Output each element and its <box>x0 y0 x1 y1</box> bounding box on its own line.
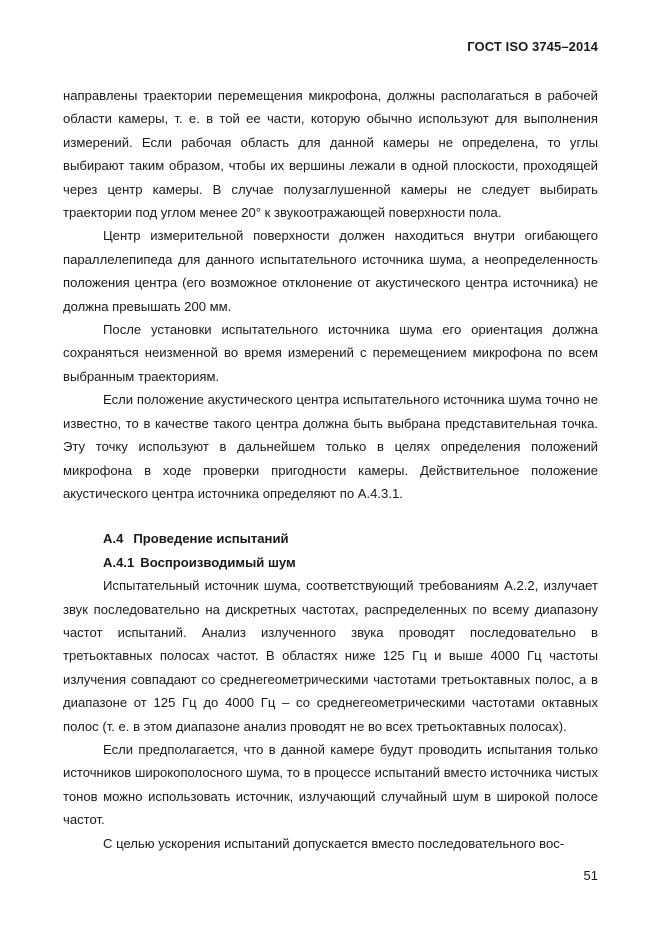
document-body <box>63 84 598 855</box>
paragraph: После установки испытательного источника шума его ориентация должна сохраняться неизменной во время измерений с перемещением микрофона по всем выбранным траекториям. <box>63 322 598 384</box>
paragraph: Если положение акустического центра испытательного источника шума точно не известно, то в качестве такого центра должна быть выбрана представительная точка. Эту точку используют в дальнейшем только в целях определения положений микрофона в ходе проверки пригодности камеры. Действительное положение акустического центра источника определяют по А.4.3.1. <box>63 392 598 501</box>
document-header: ГОСТ ISO 3745–2014 <box>467 39 598 54</box>
section-number: А.4 <box>103 531 124 547</box>
section-number: А.4.1 <box>103 554 135 570</box>
page-number: 51 <box>583 868 598 883</box>
section-heading-a4 <box>63 527 598 550</box>
paragraph: Центр измерительной поверхности должен находиться внутри огибающего параллелепипеда для данного испытательного источника шума, а неопределенность положения центра (его возможное отклонение от акустического центра источника) не должна превышать 200 мм. <box>63 228 598 314</box>
section-title: Воспроизводимый шум <box>140 554 296 570</box>
paragraph: направлены траектории перемещения микрофона, должны располагаться в рабочей области камеры, т. е. в той ее части, которую обычно используют для выполнения измерений. Если рабочая область для данной камеры не определена, то углы выбирают таким образом, чтобы их вершины лежали в одной плоскости, проходящей через центр камеры. В случае полузаглушенной камеры не следует выбирать траектории под углом менее 20° к звукоотражающей поверхности пола. <box>63 88 598 221</box>
section-title: Проведение испытаний <box>133 531 289 547</box>
paragraph: Испытательный источник шума, соответствующий требованиям А.2.2, излучает звук последовательно на дискретных частотах, распределенных по всему диапазону частот испытаний. Анализ излученного звука проводят последовательно в третьоктавных полосах частот. В областях ниже 125 Гц и выше 4000 Гц частоты излучения совпадают со среднегеометрическими частотами третьоктавных полос, а в диапазоне от 125 Гц до 4000 Гц – со среднегеометрическими частотами октавных полос (т. е. в этом диапазоне анализ проводят не во всех третьоктавных полосах). <box>63 578 598 734</box>
paragraph: Если предполагается, что в данной камере будут проводить испытания только источников широкополосного шума, то в процессе испытаний вместо источника чистых тонов можно использовать источник, излучающий случайный шум в широкой полосе частот. <box>63 741 598 828</box>
paragraph: С целью ускорения испытаний допускается вместо последовательного вос- <box>103 835 565 851</box>
section-heading-a41 <box>63 551 598 574</box>
